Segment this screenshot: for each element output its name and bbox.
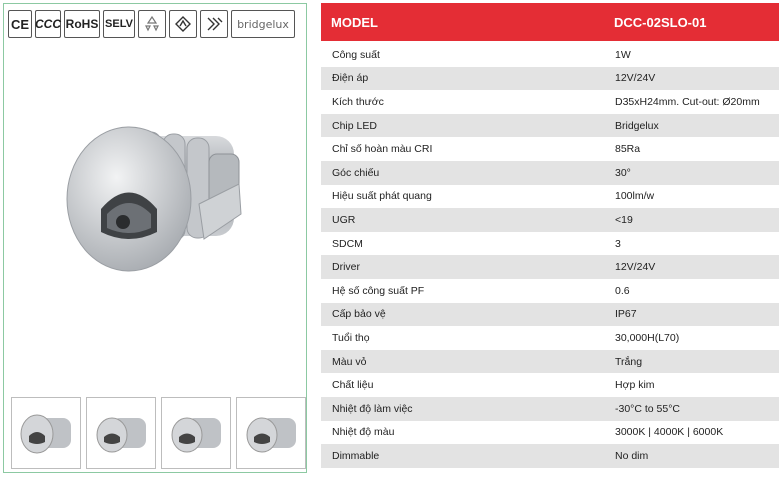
spec-label: Tuổi thọ [332,331,370,344]
selv-badge: SELV [103,10,135,38]
spec-row-chip [321,114,779,138]
spec-label: Chỉ số hoàn màu CRI [332,143,433,156]
spec-row-power [321,43,779,67]
spec-value: 30,000H(L70) [615,331,680,344]
spec-label: Cấp bảo vệ [332,308,386,321]
spec-value: No dim [615,449,649,462]
spec-value: 0.6 [615,284,630,297]
spec-row-lifetime [321,326,779,350]
spec-row-power-factor [321,279,779,303]
spec-row-sdcm [321,232,779,256]
ccc-badge: CCC [35,10,61,38]
product-thumbnail[interactable] [11,397,81,469]
spec-label: Góc chiếu [332,166,380,179]
ce-badge: CE [8,10,32,38]
product-thumbnail[interactable] [161,397,231,469]
spec-label: UGR [332,213,356,226]
spec-value: D35xH24mm. Cut-out: Ø20mm [615,95,760,108]
spec-value: 12V/24V [615,261,656,274]
header-value: DCC-02SLO-01 [614,14,707,30]
spec-row-dimmable [321,444,779,468]
spec-label: Dimmable [332,449,380,462]
recycle-icon [138,10,166,38]
spec-label: Điện áp [332,72,369,85]
spec-value: Bridgelux [615,119,659,132]
spec-table-header [321,3,779,41]
spec-value: 1W [615,48,631,61]
spec-label: Nhiệt độ màu [332,426,395,439]
rohs-badge: RoHS [64,10,100,38]
product-thumbnail[interactable] [236,397,306,469]
product-thumbnail[interactable] [86,397,156,469]
spec-label: Hiệu suất phát quang [332,190,432,203]
spec-table [321,3,779,468]
thumbnail-strip [11,397,306,469]
spec-value: Hợp kim [615,379,655,392]
spec-value: Trắng [615,355,643,368]
spec-row-dimensions [321,90,779,114]
spec-label: SDCM [332,237,363,250]
spec-row-ugr [321,208,779,232]
spec-label: Chip LED [332,119,377,132]
rcm-mark-icon [169,10,197,38]
spec-value: <19 [615,213,633,226]
header-label: MODEL [331,14,378,30]
spec-row-driver [321,255,779,279]
spec-value: 85Ra [615,143,641,156]
spec-table-body [321,43,779,468]
spec-label: Màu vỏ [332,355,367,368]
spec-label: Công suất [332,48,380,61]
spec-row-color-temp [321,421,779,445]
spec-value: IP67 [615,308,637,321]
ukca-mark-icon [200,10,228,38]
spec-row-voltage [321,67,779,91]
spec-row-cri [321,137,779,161]
spec-value: 3 [615,237,621,250]
spec-row-beam-angle [321,161,779,185]
certification-badges [8,10,295,38]
spec-row-operating-temp [321,397,779,421]
spec-row-material [321,373,779,397]
spec-value: 30° [615,166,631,179]
spec-value: 12V/24V [615,72,656,85]
spec-row-efficacy [321,185,779,209]
spec-label: Driver [332,261,360,274]
product-image [59,114,259,284]
spec-label: Hệ số công suất PF [332,284,425,297]
spec-value: 100lm/w [615,190,655,203]
bridgelux-logo: bridgelux [231,10,295,38]
spec-label: Kích thước [332,95,384,108]
spec-row-housing-color [321,350,779,374]
product-panel [3,3,307,473]
spec-label: Nhiệt độ làm việc [332,402,413,415]
spec-row-protection [321,303,779,327]
spec-value: 3000K | 4000K | 6000K [615,426,724,439]
spec-label: Chất liệu [332,379,374,392]
spec-value: -30°C to 55°C [615,402,681,415]
